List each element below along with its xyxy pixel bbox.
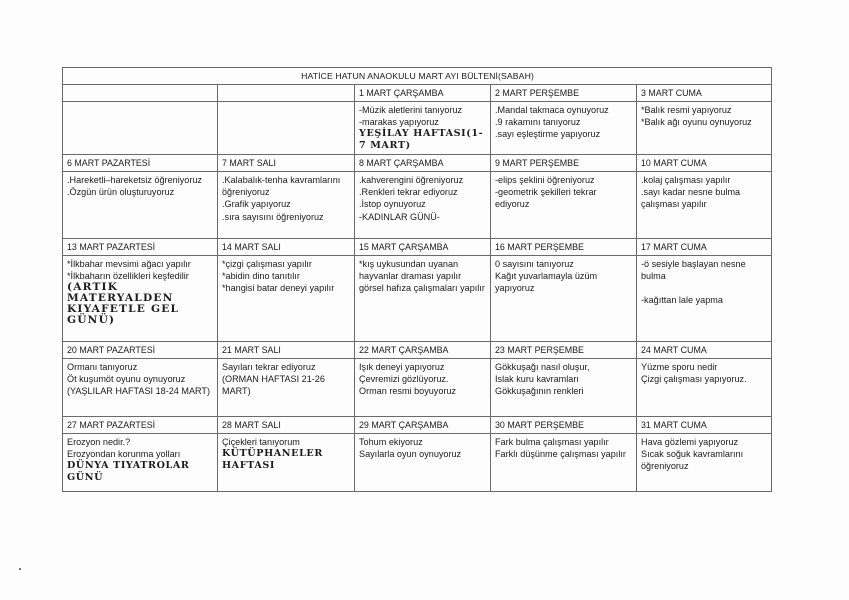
- day-header: 23 MART PERŞEMBE: [491, 342, 637, 359]
- day-header: 14 MART SALI: [218, 239, 355, 256]
- day-header: 1 MART ÇARŞAMBA: [355, 85, 491, 102]
- activity-line: [641, 282, 768, 294]
- activity-cell: [491, 359, 637, 417]
- activity-line: .Mandal takmaca oynuyoruz: [495, 105, 609, 115]
- activity-cell: [355, 256, 491, 342]
- day-header: 27 MART PAZARTESİ: [63, 417, 218, 434]
- activity-cell: [491, 434, 637, 492]
- activity-cell: [637, 434, 772, 492]
- activity-line: *abidin dino tanıtılır: [222, 271, 300, 282]
- activity-cell: [63, 359, 218, 417]
- day-header: 6 MART PAZARTESİ: [63, 155, 218, 172]
- activity-line: Erozyondan korunma yolları: [67, 449, 181, 460]
- highlight-event: YEŞİLAY HAFTASI(1-7 MART): [359, 128, 484, 151]
- day-header: 17 MART CUMA: [637, 239, 772, 256]
- activity-line: .kolaj çalışması yapılır: [641, 175, 731, 185]
- activity-line: .sayı eşleştirme yapıyoruz: [495, 129, 601, 140]
- activity-line: -elips şeklini öğreniyoruz: [495, 175, 595, 185]
- activity-cell: [637, 359, 772, 417]
- activity-line: Çiçekleri tanıyorum: [222, 437, 300, 447]
- highlight-event: DÜNYA TIYATROLAR GÜNÜ: [67, 460, 190, 483]
- activity-line: -Müzik aletlerini tanıyoruz: [359, 105, 463, 115]
- activity-cell: [491, 256, 637, 342]
- activity-cell: [637, 256, 772, 342]
- week-activities-row: [63, 434, 772, 492]
- activity-line: Kağıt yuvarlamayla üzüm yapıyoruz: [495, 271, 598, 294]
- activity-line: *Balık resmi yapıyoruz: [641, 105, 732, 115]
- activity-line: *İlkbahar mevsimi ağacı yapılır: [67, 259, 191, 269]
- activity-line: (YAŞLILAR HAFTASI 18-24 MART): [67, 386, 211, 397]
- activity-cell: [355, 172, 491, 239]
- activity-cell: [218, 102, 355, 155]
- day-header: 16 MART PERŞEMBE: [491, 239, 637, 256]
- bulletin-table: [62, 67, 772, 492]
- day-header: 31 MART CUMA: [637, 417, 772, 434]
- activity-line: -geometrik şekilleri tekrar ediyoruz: [495, 187, 597, 210]
- week-header-row: [63, 239, 772, 256]
- week-header-row: [63, 85, 772, 102]
- activity-line: Erozyon nedir.?: [67, 437, 131, 447]
- activity-line: Çizgi çalışması yapıyoruz.: [641, 374, 747, 385]
- highlight-event: KÜTÜPHANELER HAFTASI: [222, 448, 323, 471]
- activity-line: .kahverengini öğreniyoruz: [359, 175, 464, 185]
- activity-line: -marakas yapıyoruz: [359, 117, 439, 128]
- activity-line: -KADINLAR GÜNÜ-: [359, 211, 440, 222]
- day-header: 28 MART SALI: [218, 417, 355, 434]
- activity-line: (ORMAN HAFTASI 21-26 MART): [222, 374, 325, 397]
- activity-line: .Özgün ürün oluşturuyoruz: [67, 187, 175, 198]
- activity-line: Işık deneyi yapıyoruz: [359, 362, 445, 372]
- day-header: 10 MART CUMA: [637, 155, 772, 172]
- week-header-row: [63, 417, 772, 434]
- week-header-row: [63, 342, 772, 359]
- activity-line: *hangisi batar deneyi yapılır: [222, 283, 335, 294]
- activity-line: -kağıttan lale yapma: [641, 295, 723, 306]
- day-header: 29 MART ÇARŞAMBA: [355, 417, 491, 434]
- activity-line: Öt kuşumöt oyunu oynuyoruz: [67, 374, 186, 385]
- day-header: 3 MART CUMA: [637, 85, 772, 102]
- activity-cell: [218, 434, 355, 492]
- day-header: [218, 85, 355, 102]
- activity-line: .Renkleri tekrar ediyoruz: [359, 187, 458, 198]
- activity-line: *çizgi çalışması yapılır: [222, 259, 312, 269]
- activity-line: .sayı kadar nesne bulma çalışması yapılır: [641, 187, 741, 210]
- activity-line: Hava gözlemi yapıyoruz: [641, 437, 739, 447]
- activity-cell: [218, 359, 355, 417]
- day-header: 30 MART PERŞEMBE: [491, 417, 637, 434]
- day-header: 20 MART PAZARTESİ: [63, 342, 218, 359]
- week-activities-row: [63, 172, 772, 239]
- week-header-row: [63, 155, 772, 172]
- activity-line: -ö sesiyle başlayan nesne bulma: [641, 259, 746, 282]
- activity-line: .Kalabalık-tenha kavramlarını öğreniyoruz: [222, 175, 341, 198]
- activity-cell: [355, 434, 491, 492]
- activity-line: Sıcak soğuk kavramlarını öğreniyoruz: [641, 449, 744, 472]
- activity-line: Gökkuşağının renkleri: [495, 386, 584, 397]
- week-activities-row: [63, 256, 772, 342]
- day-header: 9 MART PERŞEMBE: [491, 155, 637, 172]
- activity-line: Fark bulma çalışması yapılır: [495, 437, 609, 447]
- activity-line: .Hareketli–hareketsiz öğreniyoruz: [67, 175, 202, 185]
- activity-cell: [355, 359, 491, 417]
- activity-cell: [218, 256, 355, 342]
- activity-line: Çevremizi gözlüyoruz.: [359, 374, 449, 385]
- day-header: 15 MART ÇARŞAMBA: [355, 239, 491, 256]
- activity-line: Islak kuru kavramları: [495, 374, 579, 385]
- activity-line: Farklı düşünme çalışması yapılır: [495, 449, 626, 460]
- activity-line: .sıra sayısını öğreniyoruz: [222, 211, 324, 222]
- activity-cell: [63, 434, 218, 492]
- activity-cell: [63, 172, 218, 239]
- scan-speck: [19, 568, 21, 570]
- activity-cell: [637, 172, 772, 239]
- day-header: [63, 85, 218, 102]
- activity-cell: [637, 102, 772, 155]
- day-header: 2 MART PERŞEMBE: [491, 85, 637, 102]
- day-header: 7 MART SALI: [218, 155, 355, 172]
- activity-line: Yüzme sporu nedir: [641, 362, 718, 372]
- activity-cell: [355, 102, 491, 155]
- activity-line: Sayılarla oyun oynuyoruz: [359, 449, 462, 460]
- day-header: 13 MART PAZARTESİ: [63, 239, 218, 256]
- activity-line: Ormanı tanıyoruz: [67, 362, 138, 372]
- highlight-event: (ARTIK MATERYALDEN KIYAFETLE GEL GÜNÜ): [67, 281, 180, 327]
- activity-line: Tohum ekiyoruz: [359, 437, 423, 447]
- activity-line: Orman resmi boyuyoruz: [359, 386, 457, 397]
- week-activities-row: [63, 359, 772, 417]
- day-header: 22 MART ÇARŞAMBA: [355, 342, 491, 359]
- activity-cell: [218, 172, 355, 239]
- activity-line: Sayıları tekrar ediyoruz: [222, 362, 316, 372]
- bulletin-title: HATİCE HATUN ANAOKULU MART AYI BÜLTENİ(SABAH): [63, 68, 772, 85]
- title-row: [63, 68, 772, 85]
- activity-line: Gökkuşağı nasıl oluşur,: [495, 362, 590, 372]
- activity-line: 0 sayısını tanıyoruz: [495, 259, 574, 269]
- activity-line: .İstop oynuyoruz: [359, 199, 426, 210]
- activity-line: .Grafik yapıyoruz: [222, 199, 291, 210]
- activity-line: *İlkbaharın özellikleri keşfedilir: [67, 271, 189, 282]
- day-header: 8 MART ÇARŞAMBA: [355, 155, 491, 172]
- activity-cell: [63, 102, 218, 155]
- activity-line: *kış uykusundan uyanan hayvanlar draması yapılır görsel hafıza çalışmaları yapılır: [359, 259, 485, 294]
- activity-line: *Balık ağı oyunu oynuyoruz: [641, 117, 752, 128]
- week-activities-row: [63, 102, 772, 155]
- activity-cell: [491, 102, 637, 155]
- activity-cell: [491, 172, 637, 239]
- activity-cell: [63, 256, 218, 342]
- activity-line: .9 rakamını tanıyoruz: [495, 117, 581, 128]
- day-header: 21 MART SALI: [218, 342, 355, 359]
- bulletin-body: [63, 68, 772, 492]
- day-header: 24 MART CUMA: [637, 342, 772, 359]
